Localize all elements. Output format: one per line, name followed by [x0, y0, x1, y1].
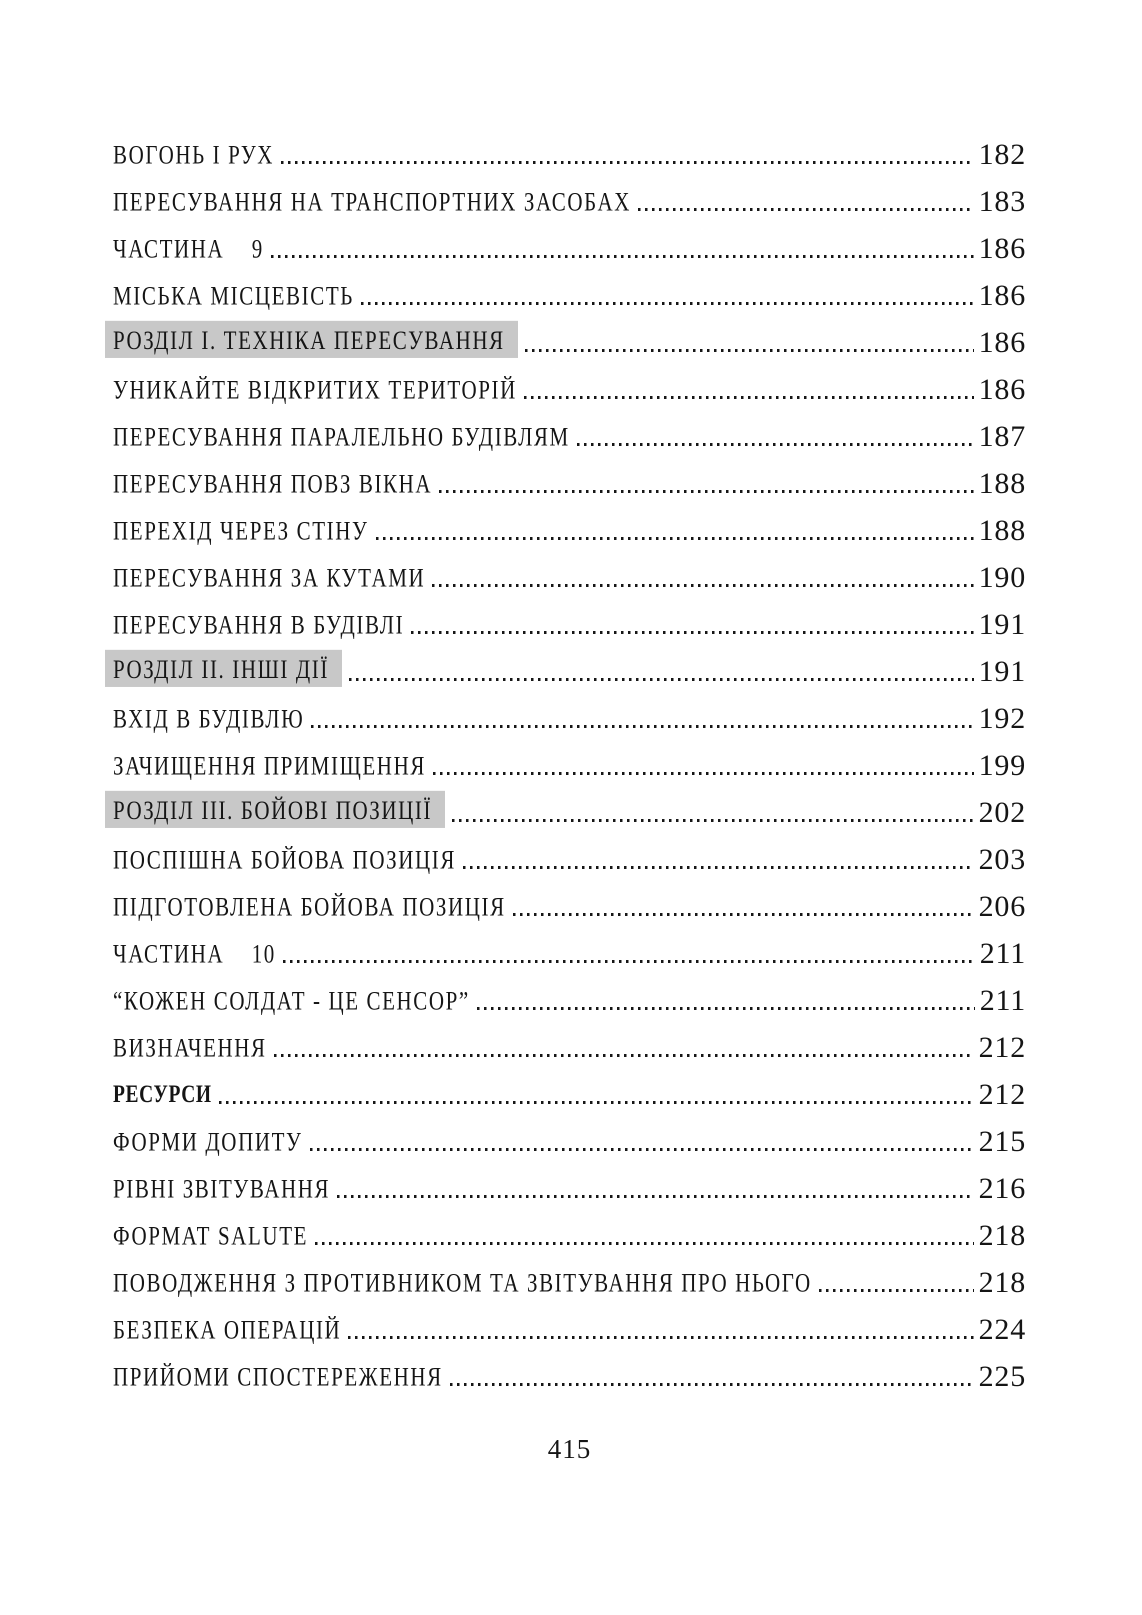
toc-entry-label: ВИЗНАЧЕННЯ — [113, 1032, 267, 1063]
toc-entry-label: “КОЖЕН СОЛДАТ - ЦЕ СЕНСОР” — [113, 985, 470, 1016]
dot-leader — [219, 1101, 974, 1104]
toc-entry-label: РОЗДІЛ ІІ. ІНШІ ДІЇ — [105, 650, 342, 687]
dot-leader — [310, 1148, 974, 1151]
toc-entry — [113, 507, 1026, 554]
dot-leader — [281, 161, 974, 164]
toc-entry-label: ВОГОНЬ І РУХ — [113, 139, 275, 170]
toc-entry-section-highlighted — [113, 319, 1026, 366]
toc-page-number: 187 — [978, 419, 1026, 453]
toc-entry — [113, 366, 1026, 413]
toc-entry-label: ПЕРЕСУВАННЯ В БУДІВЛІ — [113, 609, 405, 640]
toc-entry-label: РЕСУРСИ — [113, 1081, 212, 1109]
dot-leader — [819, 1289, 974, 1292]
dot-leader — [513, 913, 974, 916]
toc-entry-label: ЧАСТИНА 10 — [113, 938, 276, 969]
footer-page-number: 415 — [547, 1434, 592, 1464]
toc-entry-section-highlighted — [113, 789, 1026, 836]
toc-page-number: 224 — [978, 1312, 1026, 1346]
toc-page-number: 191 — [978, 607, 1026, 641]
toc-page-number: 191 — [978, 654, 1026, 688]
toc-entry-label: ПЕРЕСУВАННЯ ЗА КУТАМИ — [113, 562, 426, 593]
toc-entry — [113, 460, 1026, 507]
toc-entry-label: ПЕРЕХІД ЧЕРЕЗ СТІНУ — [113, 515, 369, 546]
toc-entry — [113, 225, 1026, 272]
toc-entry-label: БЕЗПЕКА ОПЕРАЦІЙ — [113, 1314, 342, 1345]
toc-entry — [113, 272, 1026, 319]
toc-entry-label: РОЗДІЛ І. ТЕХНІКА ПЕРЕСУВАННЯ — [105, 321, 518, 358]
toc-entry-label: РІВНІ ЗВІТУВАННЯ — [113, 1173, 331, 1204]
toc-page-number: 211 — [979, 936, 1026, 970]
dot-leader — [283, 960, 975, 963]
toc-entry — [113, 554, 1026, 601]
toc-entry — [113, 601, 1026, 648]
toc-entry-label: МІСЬКА МІСЦЕВІСТЬ — [113, 280, 354, 311]
toc-entry-label: ПОСПІШНА БОЙОВА ПОЗИЦІЯ — [113, 844, 457, 875]
toc-page-number: 186 — [978, 278, 1026, 312]
dot-leader — [337, 1195, 974, 1198]
toc-page-number: 211 — [979, 983, 1026, 1017]
toc-entry — [113, 1165, 1026, 1212]
dot-leader — [433, 772, 974, 775]
dot-leader — [452, 819, 974, 822]
toc-page-number: 186 — [978, 325, 1026, 359]
dot-leader — [315, 1242, 974, 1245]
toc-entry — [113, 1118, 1026, 1165]
toc-page-number: 183 — [978, 184, 1026, 218]
dot-leader — [439, 490, 973, 493]
toc-entry — [113, 1024, 1026, 1071]
toc-entry — [113, 1259, 1026, 1306]
dot-leader — [450, 1383, 974, 1386]
toc-entry-section-highlighted — [113, 648, 1026, 695]
dot-leader — [525, 349, 974, 352]
toc-entry-label: ПРИЙОМИ СПОСТЕРЕЖЕННЯ — [113, 1361, 443, 1392]
toc-entry — [113, 178, 1026, 225]
toc-page-number: 225 — [978, 1359, 1026, 1393]
dot-leader — [311, 725, 973, 728]
toc-page-number: 192 — [978, 701, 1026, 735]
toc-entry-resources — [113, 1071, 1026, 1118]
toc-entry-label: ФОРМИ ДОПИТУ — [113, 1126, 303, 1157]
toc-page-number: 203 — [978, 842, 1026, 876]
toc-entry — [113, 977, 1026, 1024]
toc-page-number: 206 — [978, 889, 1026, 923]
toc-page-number: 202 — [978, 795, 1026, 829]
toc-page-number: 218 — [978, 1265, 1026, 1299]
dot-leader — [376, 537, 974, 540]
dot-leader — [349, 678, 974, 681]
toc-entry — [113, 742, 1026, 789]
dot-leader — [463, 866, 974, 869]
toc-entry-label: ФОРМАТ SALUTE — [113, 1220, 309, 1251]
toc-entry-label: ПЕРЕСУВАННЯ ПАРАЛЕЛЬНО БУДІВЛЯМ — [113, 421, 570, 452]
dot-leader — [432, 584, 973, 587]
toc-entry — [113, 413, 1026, 460]
dot-leader — [361, 302, 974, 305]
toc-page-number: 218 — [978, 1218, 1026, 1252]
dot-leader — [274, 1054, 974, 1057]
toc-entry-label: ЧАСТИНА 9 — [113, 233, 264, 264]
toc-entry-label: УНИКАЙТЕ ВІДКРИТИХ ТЕРИТОРІЙ — [113, 374, 517, 405]
dot-leader — [348, 1336, 973, 1339]
dot-leader — [577, 443, 974, 446]
toc-page-number: 186 — [978, 372, 1026, 406]
table-of-contents — [113, 131, 1026, 1400]
dot-leader — [271, 255, 974, 258]
toc-page-number: 190 — [978, 560, 1026, 594]
toc-page-number: 212 — [978, 1030, 1026, 1064]
toc-page-number: 216 — [978, 1171, 1026, 1205]
toc-entry-label: ВХІД В БУДІВЛЮ — [113, 703, 305, 734]
toc-entry — [113, 1353, 1026, 1400]
toc-page-number: 188 — [978, 513, 1026, 547]
toc-page-number: 188 — [978, 466, 1026, 500]
toc-page-number: 186 — [978, 231, 1026, 265]
toc-entry-label: ПЕРЕСУВАННЯ ПОВЗ ВІКНА — [113, 468, 433, 499]
toc-entry — [113, 695, 1026, 742]
toc-entry-label: ПІДГОТОВЛЕНА БОЙОВА ПОЗИЦІЯ — [113, 891, 506, 922]
toc-page-number: 182 — [978, 137, 1026, 171]
toc-page-number: 199 — [978, 748, 1026, 782]
toc-entry-label: РОЗДІЛ ІІІ. БОЙОВІ ПОЗИЦІЇ — [105, 791, 445, 828]
toc-entry-label: ПЕРЕСУВАННЯ НА ТРАНСПОРТНИХ ЗАСОБАХ — [113, 186, 632, 217]
toc-entry — [113, 1306, 1026, 1353]
dot-leader — [477, 1007, 975, 1010]
dot-leader — [638, 208, 974, 211]
toc-page-number: 212 — [978, 1077, 1026, 1111]
toc-page-number: 215 — [978, 1124, 1026, 1158]
toc-entry-label: ЗАЧИЩЕННЯ ПРИМІЩЕННЯ — [113, 750, 426, 781]
dot-leader — [524, 396, 974, 399]
toc-entry — [113, 883, 1026, 930]
toc-entry — [113, 930, 1026, 977]
toc-entry — [113, 131, 1026, 178]
dot-leader — [411, 631, 973, 634]
toc-entry — [113, 836, 1026, 883]
toc-entry-label: ПОВОДЖЕННЯ З ПРОТИВНИКОМ ТА ЗВІТУВАННЯ ПРО НЬОГО — [113, 1267, 812, 1298]
toc-entry — [113, 1212, 1026, 1259]
